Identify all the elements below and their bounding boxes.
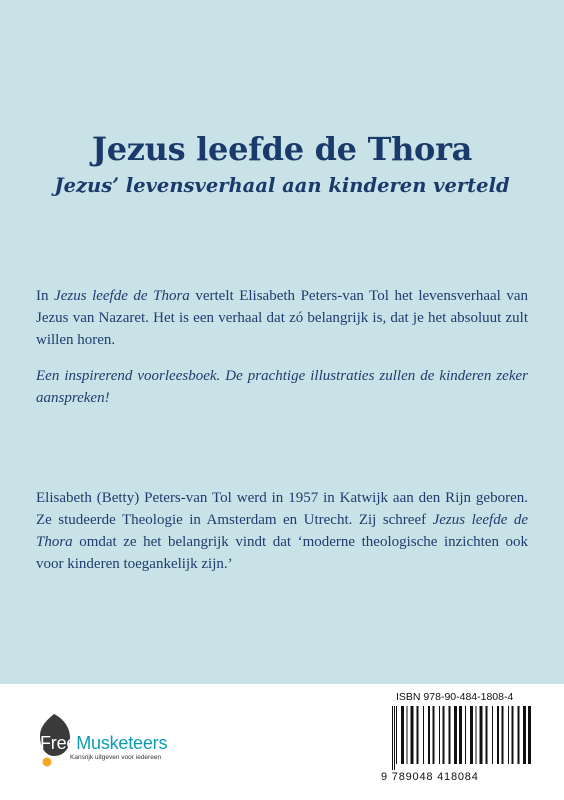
bio-text-end: omdat ze het belangrijk vindt dat ‘moderne theologische inzichten ook voor kinderen toegankelijk zijn.’ (36, 534, 528, 572)
barcode-bar (439, 706, 440, 764)
barcode (392, 706, 534, 770)
barcode-bar (465, 706, 466, 764)
publisher-logo (40, 733, 167, 754)
quote-paragraph: Een inspirerend voorleesboek. De prachtige illustraties zullen de kinderen zeker aanspreken! (36, 368, 528, 406)
barcode-number: 9 789048 418084 (381, 771, 479, 783)
barcode-bar (518, 706, 520, 764)
publisher-name-free: Free (40, 733, 77, 753)
barcode-bar (454, 706, 457, 764)
barcode-bar (394, 706, 395, 770)
barcode-bar (470, 706, 473, 764)
barcode-bar (392, 706, 393, 770)
book-subtitle: Jezus’ levensverhaal aan kinderen verteld (54, 174, 510, 197)
publisher-tagline: Kansrijk uitgeven voor iedereen (70, 754, 162, 761)
barcode-bar (523, 706, 526, 764)
barcode-bar (480, 706, 483, 764)
isbn-label: ISBN 978-90-484-1808-4 (396, 691, 514, 703)
barcode-bar (512, 706, 514, 764)
barcode-bar (423, 706, 424, 764)
bio-text-start: Elisabeth (Betty) Peters-van Tol werd in 1957 in Katwijk aan den Rijn geboren. Ze studeerde Theologie in Amsterdam en Utrecht. Zij schreef (36, 490, 528, 528)
barcode-bar (396, 706, 397, 764)
barcode-bar (417, 706, 419, 764)
intro-prefix: In (36, 288, 49, 304)
barcode-bar (411, 706, 414, 764)
barcode-bar (459, 706, 462, 764)
barcode-bar (443, 706, 445, 764)
barcode-bar (449, 706, 451, 764)
publisher-name-musketeers: Musketeers (76, 733, 168, 753)
barcode-bar (428, 706, 430, 764)
barcode-bar (508, 706, 509, 764)
author-bio-paragraph (36, 487, 528, 575)
barcode-bar (401, 706, 404, 764)
intro-paragraph (36, 285, 528, 351)
intro-book-title: Jezus leefde de Thora (54, 288, 190, 304)
intro-text: vertelt Elisabeth Peters-van Tol het levensverhaal van Jezus van Nazaret. Het is een verhaal dat zó belangrijk is, dat je het absoluut zult willen horen. (36, 288, 528, 348)
barcode-bar (497, 706, 499, 764)
barcode-bar (407, 706, 408, 764)
book-title: Jezus leefde de Thora (91, 130, 473, 168)
barcode-bar (502, 706, 504, 764)
barcode-bar (433, 706, 435, 764)
barcode-bar (476, 706, 477, 764)
barcode-bar (486, 706, 488, 764)
bio-book-title: Jezus leefde de Thora (36, 512, 529, 550)
barcode-bar (528, 706, 531, 764)
barcode-bar (492, 706, 493, 764)
